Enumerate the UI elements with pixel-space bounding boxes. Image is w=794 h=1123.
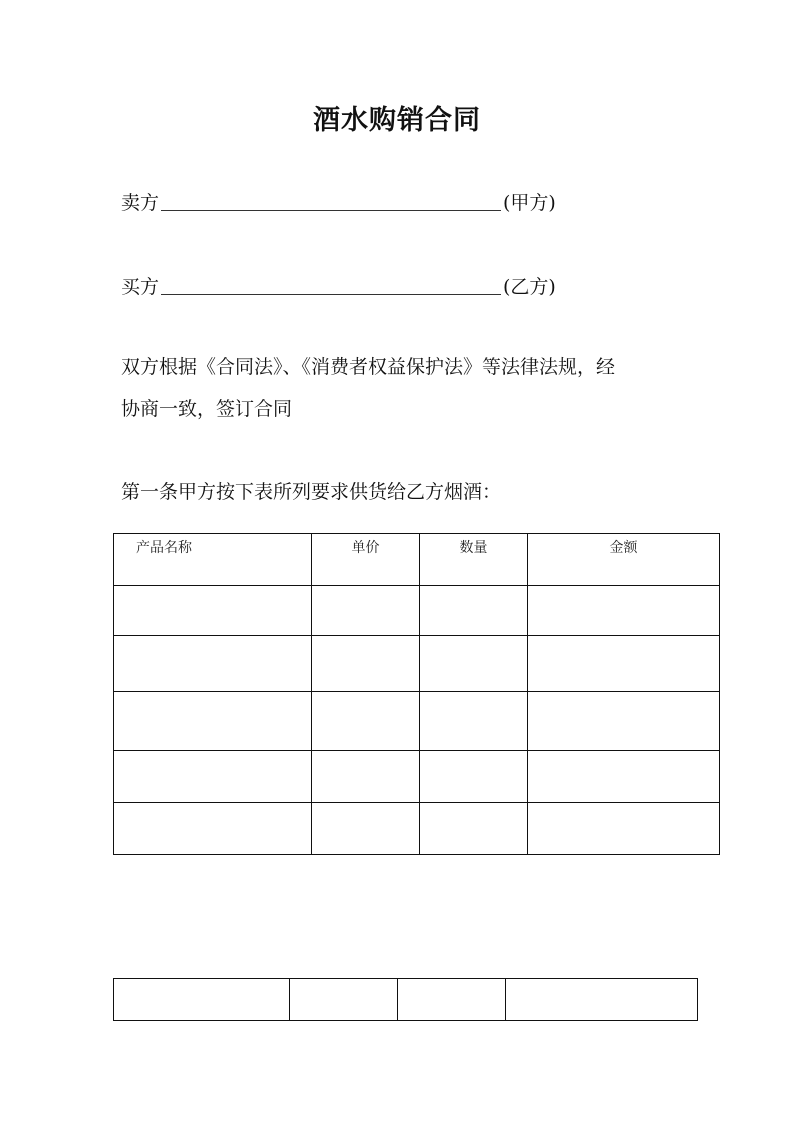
table-cell[interactable] — [528, 751, 720, 803]
seller-blank-field[interactable] — [161, 192, 501, 211]
table-row — [114, 751, 720, 803]
table-cell[interactable] — [114, 979, 290, 1021]
table-cell[interactable] — [290, 979, 398, 1021]
seller-label: 卖方 — [121, 192, 160, 214]
seller-line — [121, 188, 556, 215]
buyer-line — [121, 272, 556, 299]
buyer-label: 买方 — [121, 276, 160, 298]
product-table — [113, 533, 720, 855]
article-1: 第一条甲方按下表所列要求供货给乙方烟酒： — [121, 481, 502, 503]
table-cell[interactable] — [420, 692, 528, 751]
product-table-continued — [113, 978, 698, 1021]
intro-line-2: 协商一致，签订合同 — [121, 398, 293, 420]
table-cell[interactable] — [114, 586, 312, 636]
table-cell[interactable] — [114, 692, 312, 751]
table-cell[interactable] — [312, 692, 420, 751]
table-cell[interactable] — [312, 586, 420, 636]
table-cell[interactable] — [528, 586, 720, 636]
document-title: 酒水购销合同 — [313, 105, 481, 136]
intro-paragraph — [121, 346, 691, 430]
table-cell[interactable] — [420, 586, 528, 636]
buyer-suffix: (乙方) — [503, 276, 556, 298]
header-amount: 金额 — [528, 534, 720, 586]
table-row — [114, 586, 720, 636]
header-unit-price: 单价 — [312, 534, 420, 586]
table-cell[interactable] — [312, 636, 420, 692]
header-quantity: 数量 — [420, 534, 528, 586]
table-cell[interactable] — [398, 979, 506, 1021]
table-cell[interactable] — [506, 979, 698, 1021]
intro-line-1: 双方根据《合同法》、《消费者权益保护法》等法律法规，经 — [121, 356, 616, 378]
buyer-blank-field[interactable] — [161, 276, 501, 295]
seller-suffix: (甲方) — [503, 192, 556, 214]
table-cell[interactable] — [114, 636, 312, 692]
table-cell[interactable] — [312, 803, 420, 855]
table-row — [114, 692, 720, 751]
table-header-row — [114, 534, 720, 586]
table-cell[interactable] — [528, 803, 720, 855]
table-cell[interactable] — [114, 803, 312, 855]
table-row — [114, 803, 720, 855]
table-cell[interactable] — [528, 692, 720, 751]
table-cell[interactable] — [312, 751, 420, 803]
header-product-name: 产品名称 — [114, 534, 312, 586]
table-row — [114, 979, 698, 1021]
table-cell[interactable] — [114, 751, 312, 803]
table-row — [114, 636, 720, 692]
table-cell[interactable] — [420, 636, 528, 692]
table-cell[interactable] — [528, 636, 720, 692]
table-cell[interactable] — [420, 751, 528, 803]
table-cell[interactable] — [420, 803, 528, 855]
